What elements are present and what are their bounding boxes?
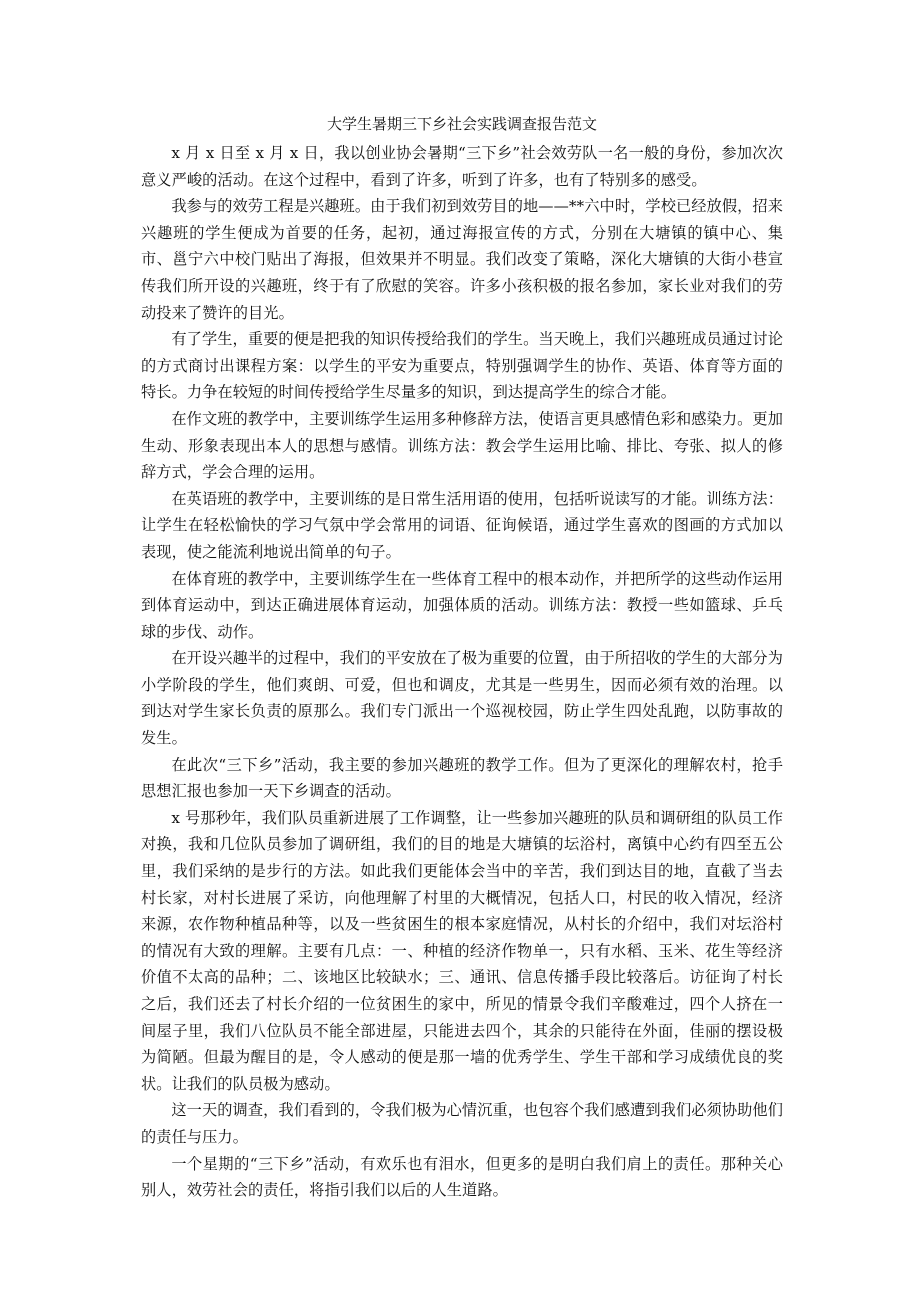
paragraph-5: 在英语班的教学中，主要训练的是日常生活用语的使用，包括听说读写的才能。训练方法：让学生在轻松愉快的学习气氛中学会常用的词语、征询候语，通过学生喜欢的图画的方式加以表现，使之能流利地说出简单的句子。 xyxy=(141,489,783,561)
paragraph-3: 有了学生，重要的便是把我的知识传授给我们的学生。当天晚上，我们兴趣班成员通过讨论的方式商讨出课程方案：以学生的平安为重要点，特别强调学生的协作、英语、体育等方面的特长。力争在较短的时间传授给学生尽量多的知识，到达提高学生的综合才能。 xyxy=(141,330,783,402)
paragraph-4: 在作文班的教学中，主要训练学生运用多种修辞方法，使语言更具感情色彩和感染力。更加生动、形象表现出本人的思想与感情。训练方法：教会学生运用比喻、排比、夸张、拟人的修辞方式，学会合理的运用。 xyxy=(141,409,783,482)
paragraph-9: x 号那秒年，我们队员重新进展了工作调整，让一些参加兴趣班的队员和调研组的队员工作对换，我和几位队员参加了调研组，我们的目的地是大塘镇的坛浴村，离镇中心约有四至五公里，我们采纳的是步行的方法。如此我们更能体会当中的辛苦，我们到达目的地，直截了当去村长家，对村长进展了采访，向他理解了村里的大概情况，包括人口，村民的收入情况，经济来源，农作物种植品种等，以及一些贫困生的根本家庭情况，从村长的介绍中，我们对坛浴村的情况有大致的理解。主要有几点：一、种植的经济作物单一，只有水稻、玉米、花生等经济价值不太高的品种；二、该地区比较缺水；三、通讯、信息传播手段比较落后。访征询了村长之后，我们还去了村长介绍的一位贫困生的家中，所见的情景令我们辛酸难过，四个人挤在一间屋子里，我们八位队员不能全部进屋，只能进去四个，其余的只能待在外面，佳丽的摆设极为简陋。但最为醒目的是，令人感动的便是那一墙的优秀学生、学生干部和学习成绩优良的奖状。让我们的队员极为感动。 xyxy=(141,808,783,1093)
paragraph-6: 在体育班的教学中，主要训练学生在一些体育工程中的根本动作，并把所学的这些动作运用到体育运动中，到达正确进展体育运动，加强体质的活动。训练方法：教授一些如篮球、乒乓球的步伐、动作。 xyxy=(141,569,783,641)
paragraph-10: 这一天的调查，我们看到的，令我们极为心情沉重，也包容个我们感遭到我们必须协助他们的责任与压力。 xyxy=(141,1101,783,1146)
paragraph-2: 我参与的效劳工程是兴趣班。由于我们初到效劳目的地——**六中时，学校已经放假，招来兴趣班的学生便成为首要的任务，起初，通过海报宣传的方式，分别在大塘镇的镇中心、集市、邕宁六中校门贴出了海报，但效果并不明显。我们改变了策略，深化大塘镇的大街小巷宣传我们所开设的兴趣班，终于有了欣慰的笑容。许多小孩积极的报名参加，家长业对我们的劳动投来了赞许的目光。 xyxy=(141,197,783,322)
paragraph-1: x 月 x 日至 x 月 x 日，我以创业协会暑期“三下乡”社会效劳队一名一般的身份，参加次次意义严峻的活动。在这个过程中，看到了许多，听到了许多，也有了特别多的感受。 xyxy=(141,144,783,189)
paragraph-7: 在开设兴趣半的过程中，我们的平安放在了极为重要的位置，由于所招收的学生的大部分为小学阶段的学生，他们爽朗、可爱，但也和调皮，尤其是一些男生，因而必须有效的治理。以到达对学生家长负责的原那么。我们专门派出一个巡视校园，防止学生四处乱跑，以防事故的发生。 xyxy=(141,649,783,748)
document-page xyxy=(141,110,783,1204)
paragraph-11: 一个星期的“三下乡”活动，有欢乐也有泪水，但更多的是明白我们肩上的责任。那种关心别人，效劳社会的责任，将指引我们以后的人生道路。 xyxy=(141,1154,783,1200)
paragraph-8: 在此次“三下乡”活动，我主要的参加兴趣班的教学工作。但为了更深化的理解农村，抢手思想汇报也参加一天下乡调查的活动。 xyxy=(141,755,783,801)
document-title: 大学生暑期三下乡社会实践调查报告范文 xyxy=(326,115,597,133)
